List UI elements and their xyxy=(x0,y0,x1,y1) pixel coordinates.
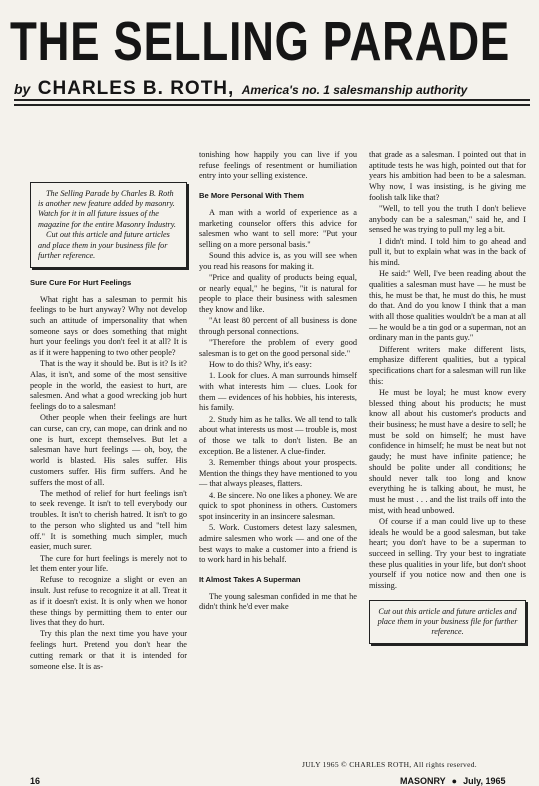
byline xyxy=(14,78,467,100)
body-paragraph: Different writers make different lists, emphasize different qualities, but a typical specifications chart for a salesman will run like this: xyxy=(369,344,526,386)
body-paragraph: What right has a salesman to permit his feelings to be hurt anyway? Why not develop such an attitude of impersonality that when someone says or does something that might hurt your feelings you don't feel it at all? It is as if it were happening to two other people? xyxy=(30,294,187,358)
body-paragraph: 4. Be sincere. No one likes a phoney. We are quick to spot phoniness in others. Customers spot insincerity in an insincere salesman. xyxy=(199,490,357,521)
body-paragraph: That is the way it should be. But is it? Is it? Alas, it isn't, and some of the most sensitive people in the world, the easiest to hurt, are salesmen. And what a good wrecking job hurt feelings do to a salesman! xyxy=(30,359,187,412)
author-tagline: America's no. 1 salesmanship authority xyxy=(241,83,468,97)
column-3 xyxy=(369,150,526,644)
body-paragraph: He must be loyal; he must know every blessed thing about his products; he must know all about his customer's products and their business; he must have a desire to sell; he must be sold on himself; he must have confidence in himself; he must be neat but not gaudy; he must have infinite patience; he should be polite under all conditions; he should never talk too long and know everything he is talking about, he must, he must he must . . . and the list trails off into the mist, with head unbowed. xyxy=(369,387,526,515)
header-rule-bottom xyxy=(14,104,530,106)
section-heading: Sure Cure For Hurt Feelings xyxy=(30,277,132,287)
column-1 xyxy=(30,136,187,672)
body-paragraph: Sound this advice is, as you will see when you read his reasons for making it. xyxy=(199,251,357,271)
body-paragraph: 3. Remember things about your prospects. Mention the things they have mentioned to you — that always pleases, flatters. xyxy=(199,457,357,489)
body-paragraph: tonishing how happily you can live if you refuse feelings of resentment or humiliation entry into your selling existence. xyxy=(199,150,357,181)
section-heading: Be More Personal With Them xyxy=(199,191,304,201)
column-2 xyxy=(199,150,357,613)
body-paragraph: I didn't mind. I told him to go ahead and pull it, but to explain what was in the back of his mind. xyxy=(369,236,526,268)
body-paragraph: The method of relief for hurt feelings isn't to seek revenge. It isn't to tell everybody our troubles. It isn't to cherish hatred. It isn't to go to the person who slighted us and "tell him off." It is something much simpler, much easier, much surer. xyxy=(30,488,187,552)
body-paragraph: "Therefore the problem of every good salesman is to get on the good personal side." xyxy=(199,338,357,358)
body-paragraph: Other people when their feelings are hurt can curse, can cry, can mope, can drink and no one is hurt, except themselves. But let a salesman have hurt feelings — oh, boy, the world is blasted. His sales suffer. His customers suffer. His firm suffers. And he suffers the most of all. xyxy=(30,413,187,487)
body-paragraph: 1. Look for clues. A man surrounds himself with what interests him — clues. Look for them — evidences of his hobbies, his interests, his family. xyxy=(199,371,357,413)
note-paragraph: Cut out this article and future articles and place them in your business file for further reference. xyxy=(377,606,518,637)
body-paragraph: The cure for hurt feelings is merely not to let them enter your life. xyxy=(30,553,187,574)
note-paragraph: The Selling Parade by Charles B. Roth is another new feature added by masonry. Watch for it in all future issues of the magazine for the entire Masonry Industry. xyxy=(38,189,176,229)
body-paragraph: Of course if a man could live up to these ideals he would be a good salesman, but take heart; you don't have to be a superman to succeed in selling. Try your best to ingratiate these plus qualities in your life, but don't shoot yourself if you notice now and then one is missing. xyxy=(369,516,526,591)
body-paragraph: How to do this? Why, it's easy: xyxy=(209,360,312,370)
body-paragraph: Try this plan the next time you have your feelings hurt. Pretend you don't hear the cutting remark or that it is intended for someone else. It is as- xyxy=(30,629,187,671)
magazine-footer xyxy=(400,776,505,786)
clip-note-box xyxy=(369,600,526,645)
bullet-icon: ● xyxy=(451,776,458,786)
body-paragraph: The young salesman confided in me that he didn't think he'd ever make xyxy=(199,591,357,612)
byline-by: by xyxy=(14,81,31,97)
note-paragraph: Cut out this article and future articles and place them in your business file for further reference. xyxy=(38,230,170,260)
body-paragraph: "Well, to tell you the truth I don't believe anybody can be a salesman," said he, and I sensed he was trying to pull my leg a bit. xyxy=(369,204,526,235)
body-paragraph: "At least 80 percent of all business is done through personal connections. xyxy=(199,316,357,337)
page-number: 16 xyxy=(30,776,41,786)
issue-date: July, 1965 xyxy=(463,776,506,786)
body-paragraph: He said:" Well, I've been reading about the qualities a salesman must have — he must be this, he must be that, he must do this, he must do that. And do you know I think that a man with all those qualities wouldn't be a man at all — he would be a tin god or a superman, not an ordinary man in the pants guy." xyxy=(369,269,526,343)
intro-note-box xyxy=(30,182,187,268)
section-heading: It Almost Takes A Superman xyxy=(199,575,301,585)
body-paragraph: that grade as a salesman. I pointed out that in aptitude tests he was high, pointed out that for years his ambition had been to be a salesman. Why now, I was insisting, is he giving me foolish talk like that? xyxy=(369,150,526,202)
copyright-notice: JULY 1965 © CHARLES ROTH, All rights reserved. xyxy=(302,760,477,769)
body-paragraph: 5. Work. Customers detest lazy salesmen, admire salesmen who work — and one of the best ways to make a customer into a friend is to work hard in his behalf. xyxy=(199,523,357,565)
header-rule-top xyxy=(14,99,530,101)
author-name: CHARLES B. ROTH, xyxy=(37,78,235,99)
body-paragraph: A man with a world of experience as a marketing counselor offers this advice for salesmen who want to sell more: "Put your selling on a more personal basis." xyxy=(199,207,357,249)
magazine-name: MASONRY xyxy=(400,776,446,786)
body-paragraph: Refuse to recognize a slight or even an insult. Just refuse to recognize it at all. Treat it as if it doesn't exist. It is only when we honor these things by permitting them to enter our lives that they do hurt. xyxy=(30,575,187,628)
body-paragraph: 2. Study him as he talks. We all tend to talk about what interests us most — trouble is, most of those we talk to don't listen. Be an exception. Be a listener. A clue-finder. xyxy=(199,414,357,456)
page-title: THE SELLING PARADE xyxy=(10,10,511,72)
body-paragraph: "Price and quality of products being equal, or nearly equal," he begins, "it is natural for people to place their business with salesmen they know and like. xyxy=(199,273,357,315)
